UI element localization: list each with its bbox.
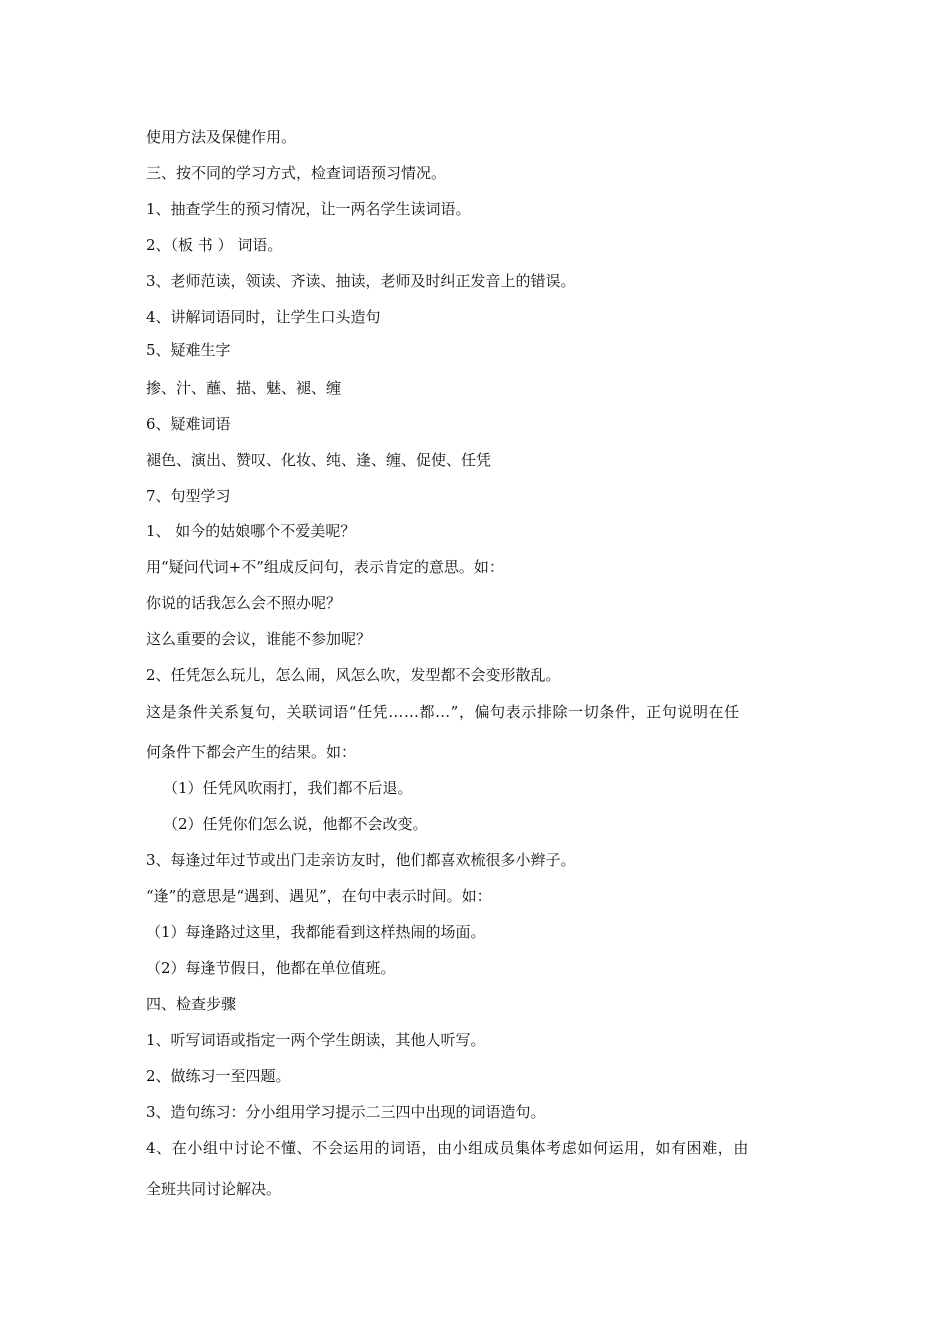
example-line: （1）每逢路过这里，我都能看到这样热闹的场面。 — [146, 923, 486, 941]
text-line: 4、在小组中讨论不懂、不会运用的词语，由小组成员集体考虑如何运用，如有困难，由 — [146, 1139, 749, 1157]
word-list: 褪色、演出、赞叹、化妆、纯、逢、缠、促使、任凭 — [146, 451, 492, 469]
section-heading: 四、检查步骤 — [146, 995, 237, 1013]
text-line: 用“疑问代词+不”组成反问句，表示肯定的意思。如： — [146, 558, 504, 576]
text-line: 2、做练习一至四题。 — [146, 1067, 291, 1085]
text-line: 你说的话我怎么会不照办呢？ — [146, 594, 342, 612]
text-line: 7、句型学习 — [146, 487, 231, 505]
text-line: 这是条件关系复句，关联词语“任凭……都…”，偏句表示排除一切条件，正句说明在任 — [146, 703, 740, 721]
text-line: 这么重要的会议，谁能不参加呢？ — [146, 630, 372, 648]
text-line: 3、每逢过年过节或出门走亲访友时，他们都喜欢梳很多小辫子。 — [146, 851, 576, 869]
text-line: 1、抽查学生的预习情况，让一两名学生读词语。 — [146, 200, 471, 218]
section-heading: 三、按不同的学习方式，检查词语预习情况。 — [146, 164, 447, 182]
example-line: （2）任凭你们怎么说，他都不会改变。 — [163, 815, 428, 833]
text-line: 3、老师范读，领读、齐读、抽读，老师及时纠正发音上的错误。 — [146, 272, 576, 290]
example-line: （2）每逢节假日，他都在单位值班。 — [146, 959, 396, 977]
text-line: 3、造句练习：分小组用学习提示二三四中出现的词语造句。 — [146, 1103, 546, 1121]
text-line: 5、疑难生字 — [146, 341, 231, 359]
text-line: 全班共同讨论解决。 — [146, 1180, 282, 1198]
text-line: “逢”的意思是“遇到、遇见”，在句中表示时间。如： — [146, 887, 492, 905]
text-line: 使用方法及保健作用。 — [146, 128, 297, 146]
text-line: 1、 如今的姑娘哪个不爱美呢？ — [146, 522, 356, 540]
text-line: 2、任凭怎么玩儿，怎么闹，风怎么吹，发型都不会变形散乱。 — [146, 666, 561, 684]
example-line: （1）任凭风吹雨打，我们都不后退。 — [163, 779, 413, 797]
character-list: 掺、汁、蘸、描、魅、褪、缠 — [146, 379, 342, 397]
text-line: 1、听写词语或指定一两个学生朗读，其他人听写。 — [146, 1031, 486, 1049]
text-line: 4、讲解词语同时，让学生口头造句 — [146, 308, 381, 326]
text-line: 6、疑难词语 — [146, 415, 231, 433]
text-line: 何条件下都会产生的结果。如： — [146, 743, 357, 761]
text-line: 2、（板 书 ） 词语。 — [146, 236, 283, 254]
